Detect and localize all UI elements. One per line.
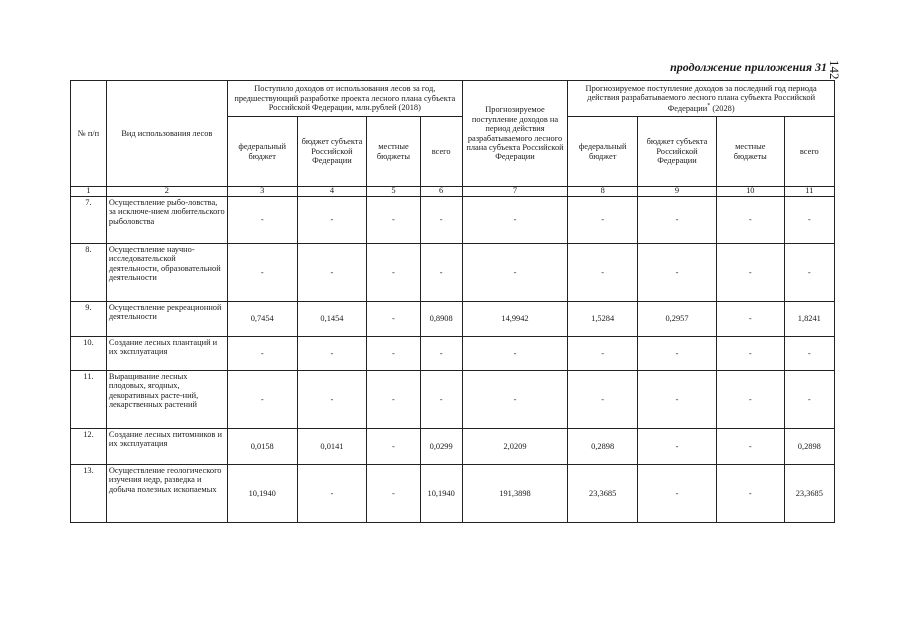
value-cell: -: [638, 428, 717, 464]
header-local: местные бюджеты: [367, 117, 420, 187]
value-cell: -: [716, 370, 784, 428]
value-cell: -: [638, 243, 717, 301]
header-federal-2: федеральный бюджет: [568, 117, 638, 187]
value-cell: 0,1454: [297, 301, 367, 336]
column-number: 10: [716, 187, 784, 197]
page-number: 142: [827, 60, 842, 80]
header-subject: бюджет субъекта Российской Федерации: [297, 117, 367, 187]
value-cell: 23,3685: [784, 464, 834, 522]
value-cell: -: [420, 196, 462, 243]
header-subject-2: бюджет субъекта Российской Федерации: [638, 117, 717, 187]
header-total: всего: [420, 117, 462, 187]
value-cell: -: [638, 196, 717, 243]
column-number: 8: [568, 187, 638, 197]
value-cell: -: [367, 428, 420, 464]
row-number: 9.: [71, 301, 107, 336]
header-total-2: всего: [784, 117, 834, 187]
value-cell: -: [638, 370, 717, 428]
row-use: Осуществление рыбо-ловства, за исключе-нием любительского рыболовства: [106, 196, 227, 243]
value-cell: -: [638, 336, 717, 370]
value-cell: 1,8241: [784, 301, 834, 336]
value-cell: -: [367, 336, 420, 370]
column-number: 3: [227, 187, 297, 197]
column-number: 7: [462, 187, 568, 197]
table-row: [71, 196, 835, 243]
header-use: Вид использования лесов: [106, 81, 227, 187]
table-row: [71, 243, 835, 301]
header-local-2: местные бюджеты: [716, 117, 784, 187]
header-received: Поступило доходов от использования лесов за год, предшествующий разработке проекта лесного плана субъекта Российской Федерации, млн.рублей (2018): [227, 81, 462, 117]
value-cell: -: [568, 370, 638, 428]
value-cell: -: [297, 243, 367, 301]
value-cell: -: [638, 464, 717, 522]
header-forecast-last-text: Прогнозируемое поступление доходов за последний год периода действия разрабатываемого лесного плана субъекта Российской Федерации: [585, 83, 817, 113]
value-cell: 0,0141: [297, 428, 367, 464]
value-cell: 14,9942: [462, 301, 568, 336]
value-cell: 1,5284: [568, 301, 638, 336]
footnote-mark: *: [707, 102, 711, 109]
value-cell: 0,2898: [568, 428, 638, 464]
value-cell: -: [716, 336, 784, 370]
value-cell: -: [462, 196, 568, 243]
value-cell: -: [716, 301, 784, 336]
column-number: 4: [297, 187, 367, 197]
row-use: Выращивание лесных плодовых, ягодных, декоративных расте-ний, лекарственных растений: [106, 370, 227, 428]
value-cell: 23,3685: [568, 464, 638, 522]
header-num: № п/п: [71, 81, 107, 187]
row-use: Создание лесных питомников и их эксплуатация: [106, 428, 227, 464]
row-number: 11.: [71, 370, 107, 428]
header-forecast-period: Прогнозируемое поступление доходов на период действия разрабатываемого лесного плана субъекта Российской Федерации: [462, 81, 568, 187]
column-number-row: [71, 187, 835, 197]
header-forecast-last-year: (2028): [710, 103, 735, 113]
row-number: 13.: [71, 464, 107, 522]
value-cell: -: [367, 464, 420, 522]
table-row: [71, 370, 835, 428]
value-cell: -: [462, 243, 568, 301]
value-cell: -: [568, 336, 638, 370]
value-cell: -: [297, 336, 367, 370]
value-cell: 0,2898: [784, 428, 834, 464]
value-cell: -: [716, 243, 784, 301]
value-cell: -: [462, 370, 568, 428]
row-number: 12.: [71, 428, 107, 464]
column-number: 11: [784, 187, 834, 197]
column-number: 9: [638, 187, 717, 197]
column-number: 5: [367, 187, 420, 197]
row-use: Осуществление геологического изучения недр, разведка и добыча полезных ископаемых: [106, 464, 227, 522]
value-cell: 2,0209: [462, 428, 568, 464]
column-number: 2: [106, 187, 227, 197]
table-row: [71, 301, 835, 336]
row-use: Осуществление рекреационной деятельности: [106, 301, 227, 336]
row-number: 7.: [71, 196, 107, 243]
value-cell: -: [367, 370, 420, 428]
value-cell: 0,2957: [638, 301, 717, 336]
value-cell: 0,8908: [420, 301, 462, 336]
value-cell: -: [716, 196, 784, 243]
continuation-title: продолжение приложения 31: [670, 60, 827, 74]
value-cell: -: [367, 301, 420, 336]
revenue-table: [70, 80, 835, 523]
value-cell: -: [568, 243, 638, 301]
value-cell: -: [784, 336, 834, 370]
row-number: 10.: [71, 336, 107, 370]
value-cell: -: [420, 336, 462, 370]
value-cell: -: [716, 464, 784, 522]
column-number: 6: [420, 187, 462, 197]
table-row: [71, 464, 835, 522]
value-cell: -: [462, 336, 568, 370]
value-cell: -: [297, 370, 367, 428]
value-cell: 10,1940: [227, 464, 297, 522]
value-cell: -: [420, 370, 462, 428]
column-number: 1: [71, 187, 107, 197]
header-forecast-last: [568, 81, 835, 117]
value-cell: 0,0299: [420, 428, 462, 464]
value-cell: -: [420, 243, 462, 301]
value-cell: -: [784, 196, 834, 243]
value-cell: -: [227, 243, 297, 301]
value-cell: -: [227, 370, 297, 428]
row-use: Создание лесных плантаций и их эксплуатация: [106, 336, 227, 370]
value-cell: -: [367, 196, 420, 243]
value-cell: -: [227, 196, 297, 243]
row-use: Осуществление научно-исследовательской деятельности, образовательной деятельности: [106, 243, 227, 301]
value-cell: 0,7454: [227, 301, 297, 336]
value-cell: -: [716, 428, 784, 464]
row-number: 8.: [71, 243, 107, 301]
table-row: [71, 428, 835, 464]
value-cell: -: [784, 243, 834, 301]
table-row: [71, 336, 835, 370]
value-cell: -: [367, 243, 420, 301]
value-cell: -: [297, 196, 367, 243]
value-cell: 0,0158: [227, 428, 297, 464]
value-cell: 10,1940: [420, 464, 462, 522]
value-cell: -: [297, 464, 367, 522]
value-cell: -: [568, 196, 638, 243]
header-federal: федеральный бюджет: [227, 117, 297, 187]
value-cell: 191,3898: [462, 464, 568, 522]
value-cell: -: [227, 336, 297, 370]
value-cell: -: [784, 370, 834, 428]
